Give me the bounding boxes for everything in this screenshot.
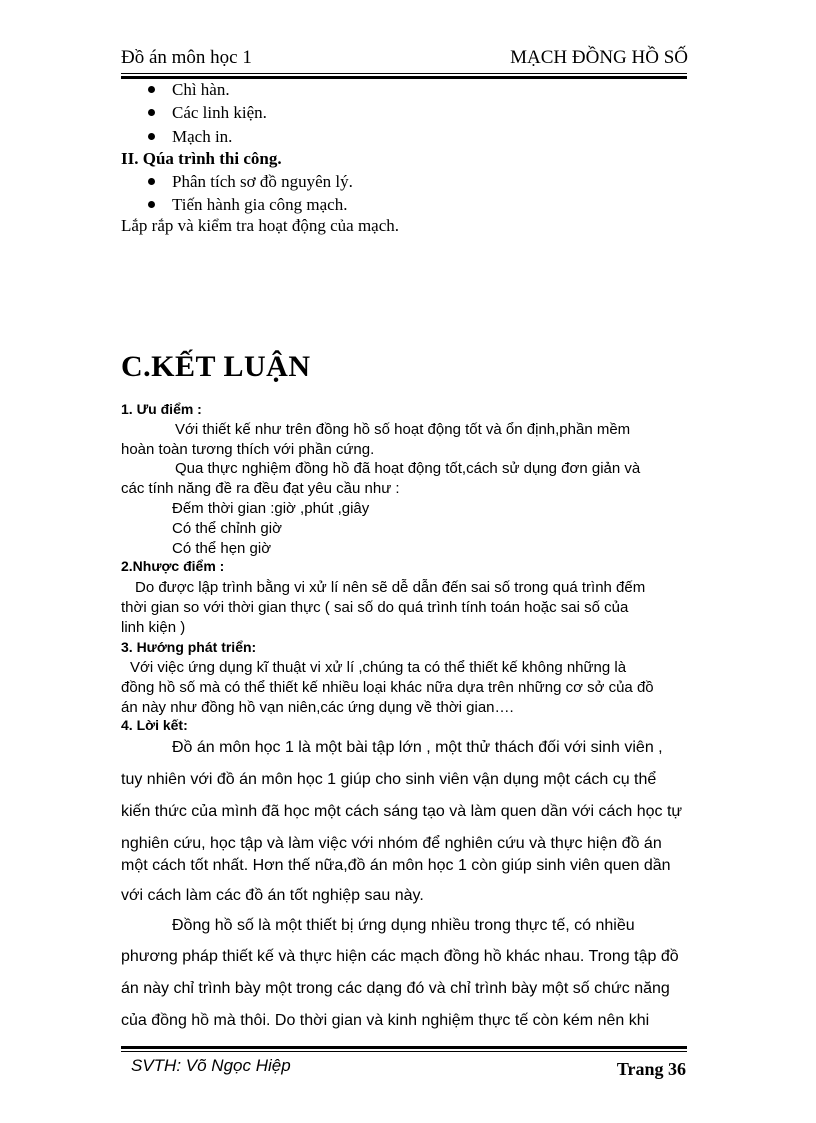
text-line: các tính năng đề ra đều đạt yêu cầu như : — [121, 480, 400, 497]
text-line: Có thể chỉnh giờ — [172, 520, 282, 537]
footer-divider — [121, 1046, 687, 1052]
text-line: án này như đồng hồ vạn niên,các ứng dụng về thời gian…. — [121, 699, 514, 716]
header-divider — [121, 73, 687, 79]
text-line: Có thể hẹn giờ — [172, 540, 272, 557]
advantages-heading: 1. Ưu điểm : — [121, 401, 202, 417]
text-line: án này chỉ trình bày một trong các dạng đó và chỉ trình bày một số chức năng — [121, 980, 670, 997]
bullet-icon — [148, 201, 155, 208]
bullet-icon — [148, 86, 155, 93]
text-line: đồng hồ số mà có thể thiết kế nhiều loại khác nữa dựa trên những cơ sở của đồ — [121, 679, 654, 696]
header-course-title: Đồ án môn học 1 — [121, 47, 252, 68]
disadvantages-heading: 2.Nhược điểm : — [121, 558, 225, 574]
list-item: Chì hàn. — [148, 80, 230, 100]
conclusion-heading: C.KẾT LUẬN — [121, 350, 311, 383]
list-item: Phân tích sơ đồ nguyên lý. — [148, 172, 353, 192]
text-line: hoàn toàn tương thích với phần cứng. — [121, 441, 375, 458]
text-line: nghiên cứu, học tập và làm việc với nhóm để nghiên cứu và thực hiện đồ án — [121, 835, 662, 852]
list-item: Các linh kiện. — [148, 103, 267, 123]
text-line: Với thiết kế như trên đồng hồ số hoạt động tốt và ổn định,phần mềm — [175, 421, 631, 438]
text-line: một cách tốt nhất. Hơn thế nữa,đồ án môn học 1 còn giúp sinh viên quen dần — [121, 857, 671, 874]
text-line: của đồng hồ mà thôi. Do thời gian và kinh nghiệm thực tế còn kém nên khi — [121, 1012, 650, 1029]
text-line: kiến thức của mình đã học một cách sáng tạo và làm quen dần với cách học tự — [121, 803, 683, 820]
bullet-icon — [148, 133, 155, 140]
text-line: Do được lập trình bằng vi xử lí nên sẽ dễ dẫn đến sai số trong quá trình đếm — [135, 579, 646, 596]
bullet-icon — [148, 109, 155, 116]
text-line: thời gian so với thời gian thực ( sai số do quá trình tính toán hoặc sai số của — [121, 599, 629, 616]
text-line: Với việc ứng dụng kĩ thuật vi xử lí ,chúng ta có thể thiết kế không những là — [130, 659, 627, 676]
list-item: Mạch in. — [148, 127, 232, 147]
assembly-line: Lắp rắp và kiểm tra hoạt động của mạch. — [121, 216, 400, 235]
development-heading: 3. Hướng phát triển: — [121, 639, 257, 655]
list-item: Tiến hành gia công mạch. — [148, 195, 347, 215]
page-number: Trang 36 — [616, 1059, 686, 1079]
text-line: linh kiện ) — [121, 619, 186, 636]
text-line: với cách làm các đồ án tốt nghiệp sau này. — [121, 887, 424, 904]
bullet-icon — [148, 178, 155, 185]
text-line: phương pháp thiết kế và thực hiện các mạch đồng hồ khác nhau. Trong tập đồ — [121, 948, 679, 965]
text-line: Qua thực nghiệm đồng hồ đã hoạt động tốt,cách sử dụng đơn giản và — [175, 460, 641, 477]
header-project-title: MẠCH ĐỒNG HỒ SỐ — [510, 47, 688, 68]
text-line: Đồ án môn học 1 là một bài tập lớn , một thử thách đối với sinh viên , — [172, 739, 663, 756]
footer-author: SVTH: Võ Ngọc Hiệp — [131, 1056, 291, 1075]
section-ii-heading: II. Qúa trình thi công. — [121, 149, 282, 168]
text-line: tuy nhiên với đồ án môn học 1 giúp cho sinh viên vận dụng một cách cụ thể — [121, 771, 657, 788]
text-line: Đồng hồ số là một thiết bị ứng dụng nhiều trong thực tế, có nhiều — [172, 917, 635, 934]
text-line: Đếm thời gian :giờ ,phút ,giây — [172, 500, 370, 517]
closing-heading: 4. Lời kết: — [121, 717, 188, 733]
